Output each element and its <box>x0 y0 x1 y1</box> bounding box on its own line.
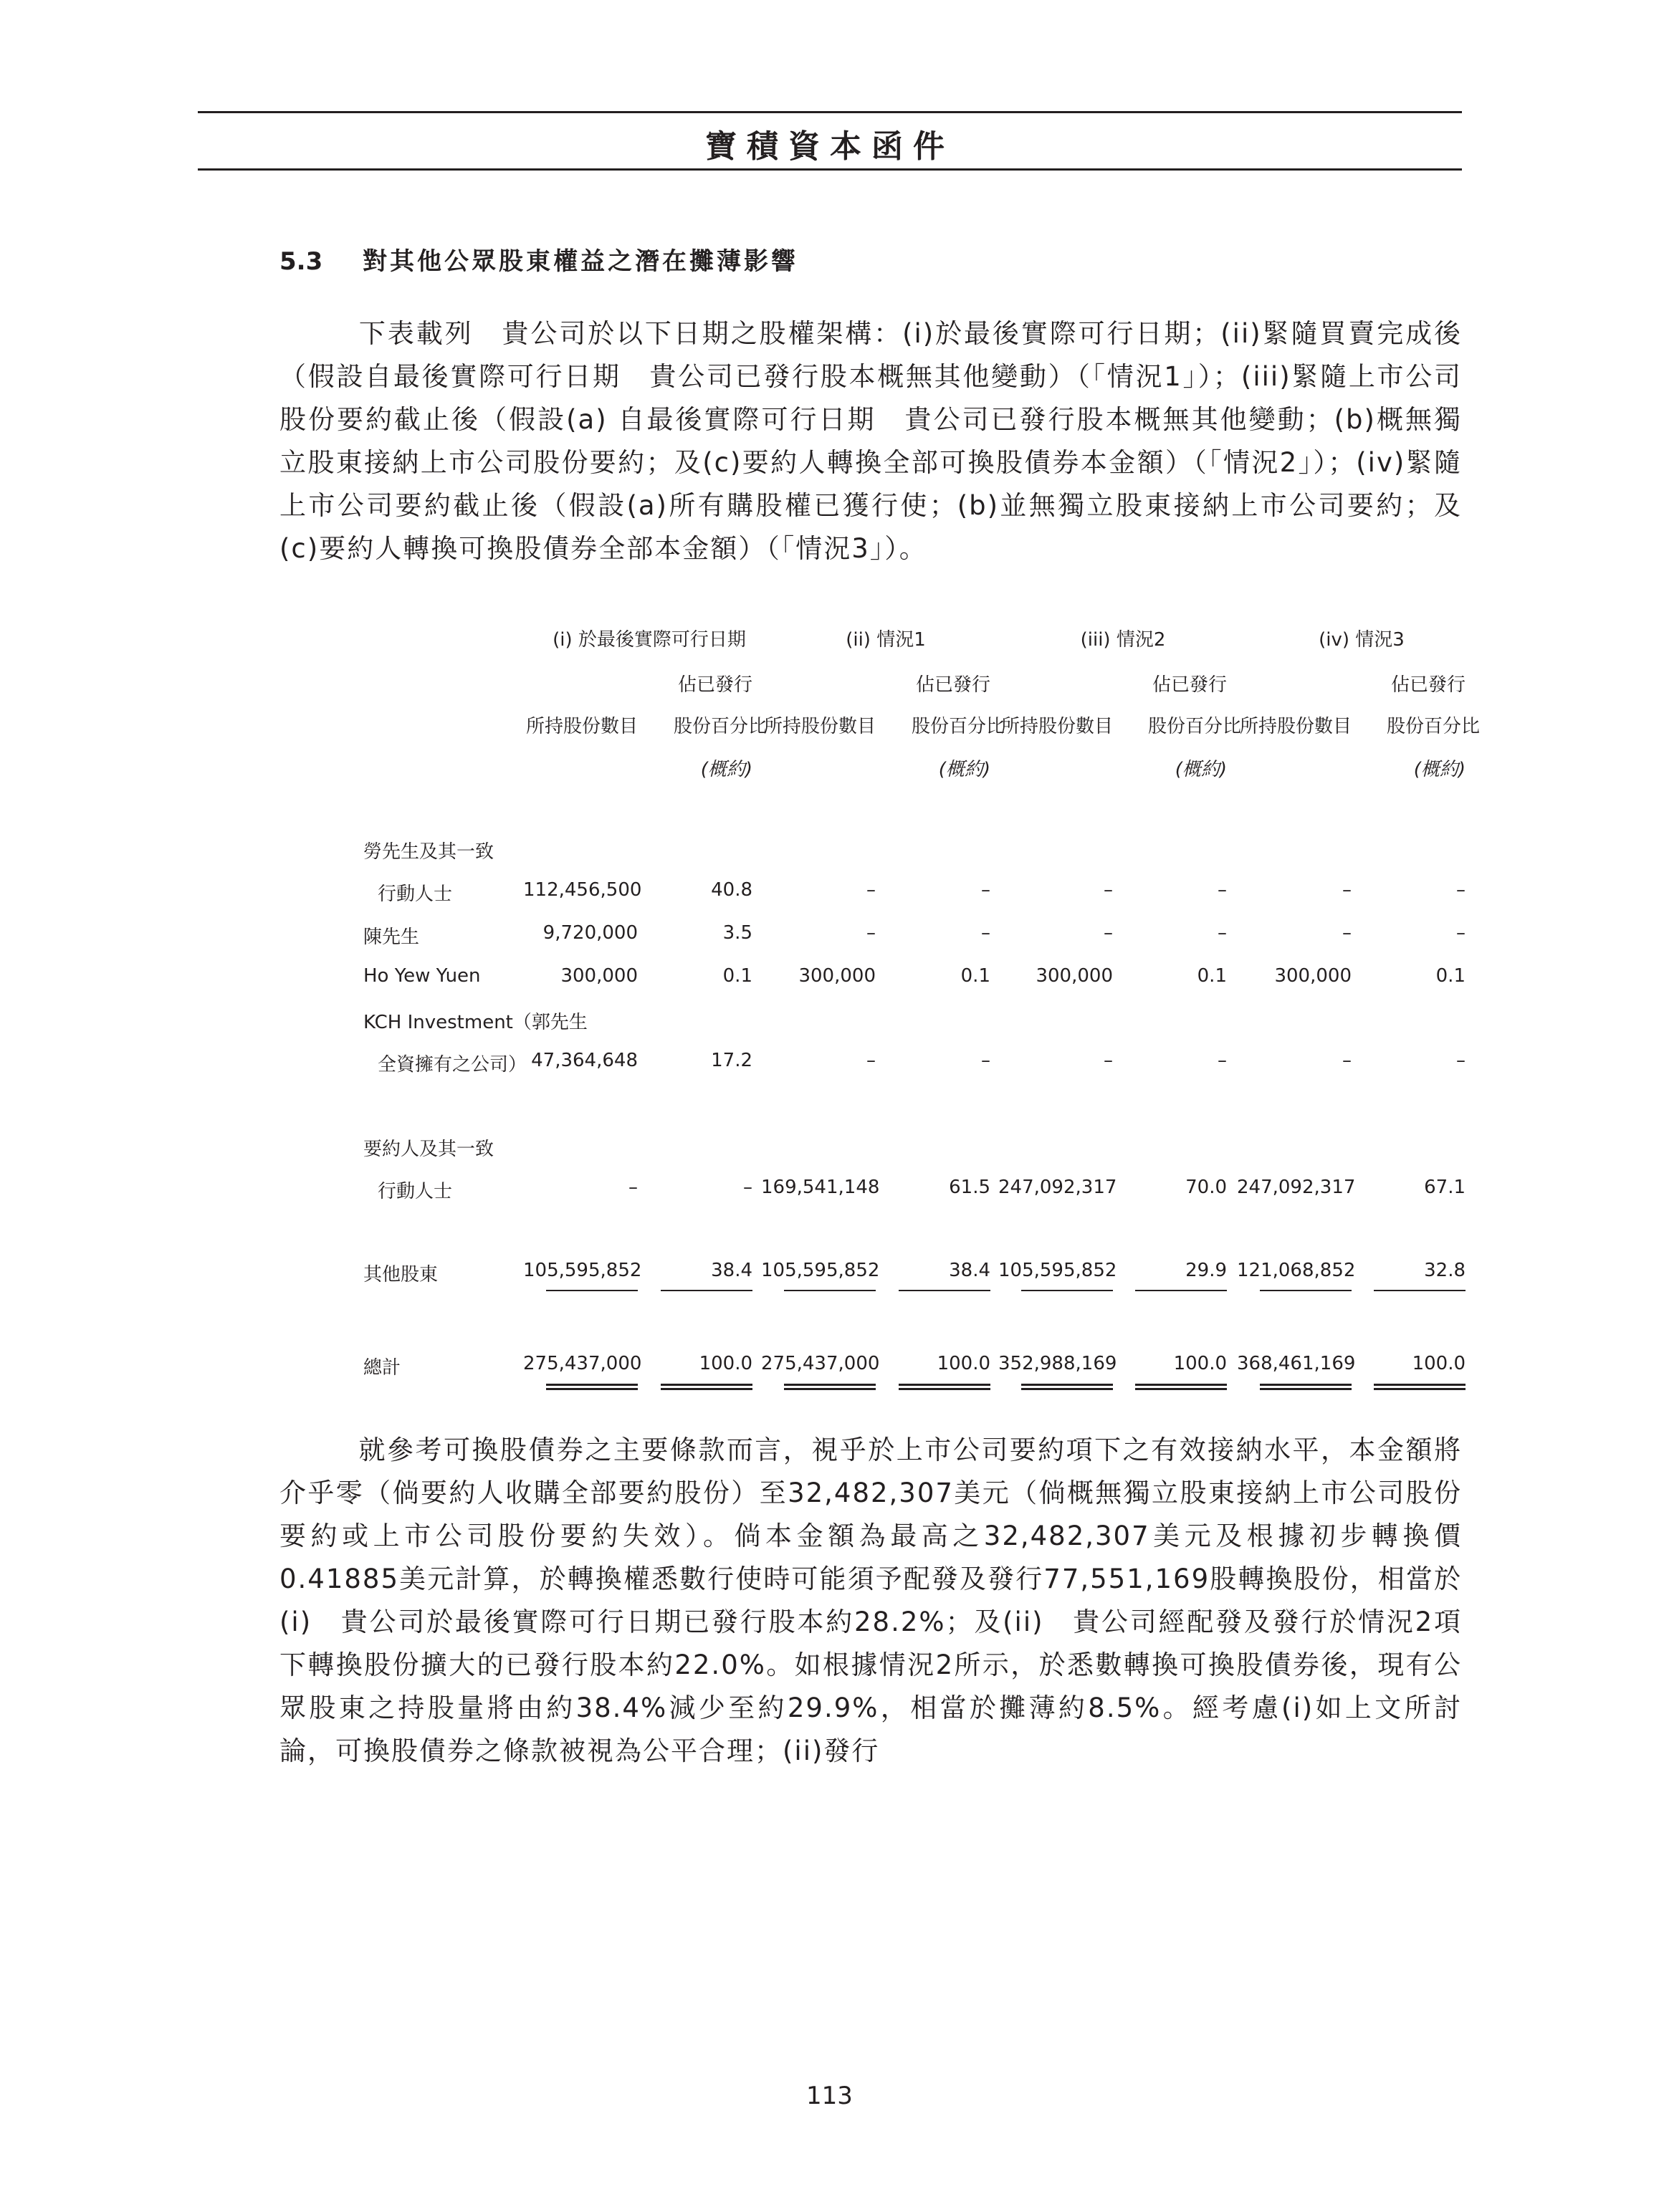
total-double-underline <box>1260 1384 1352 1390</box>
col-header-shares: 所持股份數目 <box>1000 716 1113 737</box>
table-cell-ho: 300,000 <box>1036 965 1113 987</box>
total-double-underline <box>784 1384 876 1390</box>
table-cell-lao: – <box>1342 879 1352 901</box>
col-header-percentage: 股份百分比 <box>912 716 1005 737</box>
total-double-underline <box>1135 1384 1227 1390</box>
subtotal-underline <box>546 1290 638 1291</box>
intro-paragraph: 下表載列 貴公司於以下日期之股權架構：(i)於最後實際可行日期；(ii)緊隨買賣完成後（假設自最後實際可行日期 貴公司已發行股本概無其他變動）（「情況1」）；(iii)緊隨上市公司股份要約截止後（假設(a) 自最後實際可行日期 貴公司已發行股本概無其他變動；(b)概無獨立股東接納上市公司股份要約；及(c)要約人轉換全部可換股債券本金額）（「情況2」）；(iv)緊隨上市公司要約截止後（假設(a)所有購股權已獲行使；(b)並無獨立股東接納上市公司要約；及(c)要約人轉換可換股債券全部本金額）（「情況3」）。 <box>279 318 1462 564</box>
row-label-lao: 勞先生及其一致 <box>363 841 494 863</box>
table-cell-offeror: 169,541,148 <box>761 1177 880 1198</box>
group-header: (iii) 情況2 <box>1080 629 1166 651</box>
table-cell-lao: – <box>1456 879 1466 901</box>
group-header: (i) 於最後實際可行日期 <box>553 629 746 651</box>
col-header-issued: 佔已發行 <box>677 674 752 696</box>
table-cell-lao: 112,456,500 <box>523 879 642 901</box>
table-cell-lao: – <box>1104 879 1113 901</box>
row-label-others: 其他股東 <box>363 1264 439 1285</box>
subtotal-underline <box>1021 1290 1113 1291</box>
table-cell-others: 38.4 <box>711 1260 752 1281</box>
subtotal-underline <box>1135 1290 1227 1291</box>
group-header: (ii) 情況1 <box>846 629 926 651</box>
header-top-rule <box>198 111 1462 113</box>
table-cell-others: 32.8 <box>1424 1260 1466 1281</box>
row-label-lao-cont: 行動人士 <box>378 884 453 905</box>
table-cell-offeror: – <box>743 1177 752 1198</box>
table-cell-total: 100.0 <box>1173 1353 1227 1374</box>
table-cell-lao: – <box>866 879 876 901</box>
col-header-shares: 所持股份數目 <box>1239 716 1352 737</box>
table-cell-ho: 0.1 <box>960 965 990 987</box>
table-cell-others: 38.4 <box>949 1260 990 1281</box>
table-cell-total: 275,437,000 <box>523 1353 642 1374</box>
section-heading <box>279 241 798 277</box>
row-label-total: 總計 <box>363 1357 401 1379</box>
subtotal-underline <box>661 1290 752 1291</box>
row-label-offeror-cont: 行動人士 <box>378 1181 453 1202</box>
table-cell-ho: 300,000 <box>1274 965 1352 987</box>
table-cell-others: 105,595,852 <box>761 1260 880 1281</box>
col-header-percentage: 股份百分比 <box>674 716 768 737</box>
group-header: (iv) 情況3 <box>1319 629 1405 651</box>
table-cell-chen: 3.5 <box>722 922 752 944</box>
table-cell-chen: – <box>1342 922 1352 944</box>
row-label-kch: KCH Investment（郭先生 <box>363 1012 588 1033</box>
table-cell-total: 100.0 <box>937 1353 990 1374</box>
section-number: 5.3 <box>279 247 323 276</box>
table-cell-kch: 47,364,648 <box>531 1050 638 1071</box>
subtotal-underline <box>899 1290 990 1291</box>
page-number: 113 <box>806 2082 853 2110</box>
table-cell-chen: 9,720,000 <box>542 922 638 944</box>
table-cell-others: 105,595,852 <box>523 1260 642 1281</box>
subtotal-underline <box>784 1290 876 1291</box>
header-bottom-rule <box>198 168 1462 171</box>
table-cell-kch: – <box>1218 1050 1227 1071</box>
row-label-ho: Ho Yew Yuen <box>363 965 481 987</box>
col-header-percentage: 股份百分比 <box>1387 716 1481 737</box>
table-cell-kch: – <box>1342 1050 1352 1071</box>
subtotal-underline <box>1374 1290 1466 1291</box>
table-cell-chen: – <box>1104 922 1113 944</box>
table-cell-offeror: 67.1 <box>1424 1177 1466 1198</box>
table-cell-kch: – <box>866 1050 876 1071</box>
col-header-approx: (概約) <box>1175 759 1227 780</box>
table-cell-total: 275,437,000 <box>761 1353 880 1374</box>
col-header-shares: 所持股份數目 <box>763 716 876 737</box>
table-cell-chen: – <box>981 922 990 944</box>
table-cell-offeror: 247,092,317 <box>1237 1177 1356 1198</box>
table-cell-total: 100.0 <box>1412 1353 1466 1374</box>
total-double-underline <box>899 1384 990 1390</box>
table-cell-total: 100.0 <box>699 1353 752 1374</box>
table-cell-ho: 300,000 <box>560 965 638 987</box>
table-cell-others: 29.9 <box>1185 1260 1227 1281</box>
subtotal-underline <box>1260 1290 1352 1291</box>
table-cell-lao: – <box>981 879 990 901</box>
table-cell-kch: – <box>981 1050 990 1071</box>
table-cell-lao: – <box>1218 879 1227 901</box>
total-double-underline <box>1374 1384 1466 1390</box>
table-cell-kch: 17.2 <box>711 1050 752 1071</box>
table-cell-offeror: 61.5 <box>949 1177 990 1198</box>
col-header-issued: 佔已發行 <box>1152 674 1227 696</box>
table-cell-chen: – <box>866 922 876 944</box>
table-cell-kch: – <box>1104 1050 1113 1071</box>
table-cell-total: 368,461,169 <box>1237 1353 1356 1374</box>
table-cell-chen: – <box>1456 922 1466 944</box>
col-header-shares: 所持股份數目 <box>525 716 638 737</box>
col-header-approx: (概約) <box>938 759 990 780</box>
row-label-chen: 陳先生 <box>363 927 420 948</box>
table-cell-offeror: – <box>628 1177 638 1198</box>
col-header-percentage: 股份百分比 <box>1148 716 1242 737</box>
row-label-offeror: 要約人及其一致 <box>363 1139 494 1160</box>
table-cell-total: 352,988,169 <box>998 1353 1117 1374</box>
col-header-approx: (概約) <box>1413 759 1466 780</box>
col-header-approx: (概約) <box>700 759 752 780</box>
table-cell-ho: 300,000 <box>798 965 876 987</box>
col-header-issued: 佔已發行 <box>915 674 990 696</box>
table-cell-ho: 0.1 <box>722 965 752 987</box>
table-cell-kch: – <box>1456 1050 1466 1071</box>
table-cell-lao: 40.8 <box>711 879 752 901</box>
conclusion-paragraph: 就參考可換股債券之主要條款而言，視乎於上市公司要約項下之有效接納水平，本金額將介乎零（倘要約人收購全部要約股份）至32,482,307美元（倘概無獨立股東接納上市公司股份要約或上市公司股份要約失效）。倘本金額為最高之32,482,307美元及根據初步轉換價0.41885美元計算，於轉換權悉數行使時可能須予配發及發行77,551,169股轉換股份，相當於(i) 貴公司於最後實際可行日期已發行股本約28.2%；及(ii) 貴公司經配發及發行於情況2項下轉換股份擴大的已發行股本約22.0%。如根據情況2所示，於悉數轉換可換股債券後，現有公眾股東之持股量將由約38.4%減少至約29.9%，相當於攤薄約8.5%。經考慮(i)如上文所討論，可換股債券之條款被視為公平合理；(ii)發行 <box>279 1435 1462 1766</box>
table-cell-ho: 0.1 <box>1435 965 1466 987</box>
col-header-issued: 佔已發行 <box>1390 674 1466 696</box>
row-label-kch-cont: 全資擁有之公司） <box>378 1054 527 1076</box>
total-double-underline <box>661 1384 752 1390</box>
total-double-underline <box>546 1384 638 1390</box>
page-header-title: 寶積資本函件 <box>705 128 955 165</box>
table-cell-others: 121,068,852 <box>1237 1260 1356 1281</box>
total-double-underline <box>1021 1384 1113 1390</box>
section-title: 對其他公眾股東權益之潛在攤薄影響 <box>363 247 798 276</box>
table-cell-offeror: 247,092,317 <box>998 1177 1117 1198</box>
table-cell-offeror: 70.0 <box>1185 1177 1227 1198</box>
table-cell-ho: 0.1 <box>1197 965 1227 987</box>
table-cell-chen: – <box>1218 922 1227 944</box>
table-cell-others: 105,595,852 <box>998 1260 1117 1281</box>
